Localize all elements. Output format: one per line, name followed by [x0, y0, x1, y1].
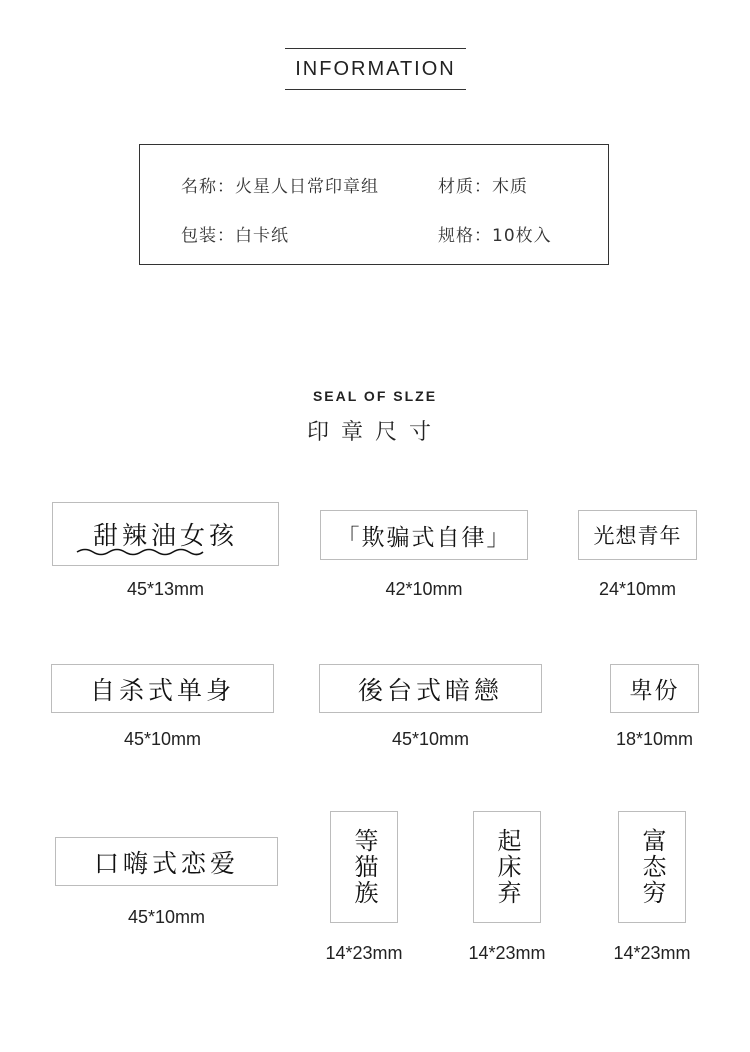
- stamp-5: [319, 664, 542, 713]
- stamp-5-size: 45*10mm: [391, 729, 470, 749]
- info-box: [139, 144, 609, 265]
- info-packaging: 包装：白卡纸: [181, 226, 289, 246]
- stamp-7-size: 45*10mm: [127, 907, 206, 927]
- stamp-8: [330, 811, 398, 923]
- stamp-7-text: 口嗨式恋爱: [93, 848, 239, 878]
- stamp-6: [610, 664, 699, 713]
- stamp-3-text: 光想青年: [593, 524, 682, 548]
- stamp-8-size: 14*23mm: [325, 943, 403, 963]
- stamp-6-text: 卑份: [629, 678, 680, 704]
- stamp-9-size: 14*23mm: [468, 943, 546, 963]
- stamp-1: [52, 502, 279, 566]
- stamp-2-size: 42*10mm: [385, 579, 463, 599]
- stamp-10: [618, 811, 686, 923]
- stamp-10-text: 富态穷: [638, 828, 666, 906]
- stamp-9-text: 起床弃: [493, 828, 521, 906]
- stamp-8-text: 等猫族: [350, 828, 378, 906]
- stamp-7: [55, 837, 278, 886]
- info-material: 材质：木质: [438, 177, 528, 197]
- stamp-4: [51, 664, 274, 713]
- stamp-10-size: 14*23mm: [613, 943, 691, 963]
- stamp-4-text: 自杀式单身: [89, 675, 235, 705]
- stamp-9: [473, 811, 541, 923]
- stamp-2-text: 「欺骗式自律」: [336, 524, 512, 551]
- seal-title-cn: 印章尺寸: [306, 420, 443, 445]
- stamp-3-size: 24*10mm: [598, 579, 677, 599]
- stamp-1-text: 甜辣油女孩: [92, 521, 238, 550]
- info-spec: 规格：10枚入: [438, 226, 552, 246]
- stamp-3: [578, 510, 697, 560]
- stamp-1-size: 45*13mm: [126, 579, 205, 599]
- stamp-6-size: 18*10mm: [615, 729, 694, 749]
- info-name: 名称：火星人日常印章组: [181, 177, 379, 197]
- wave-underline-icon: [75, 547, 205, 557]
- stamp-4-size: 45*10mm: [123, 729, 202, 749]
- stamp-2: [320, 510, 528, 560]
- stamp-5-text: 後台式暗戀: [357, 675, 503, 705]
- seal-title-en: SEAL OF SLZE: [312, 388, 438, 404]
- information-title: INFORMATION: [285, 48, 466, 90]
